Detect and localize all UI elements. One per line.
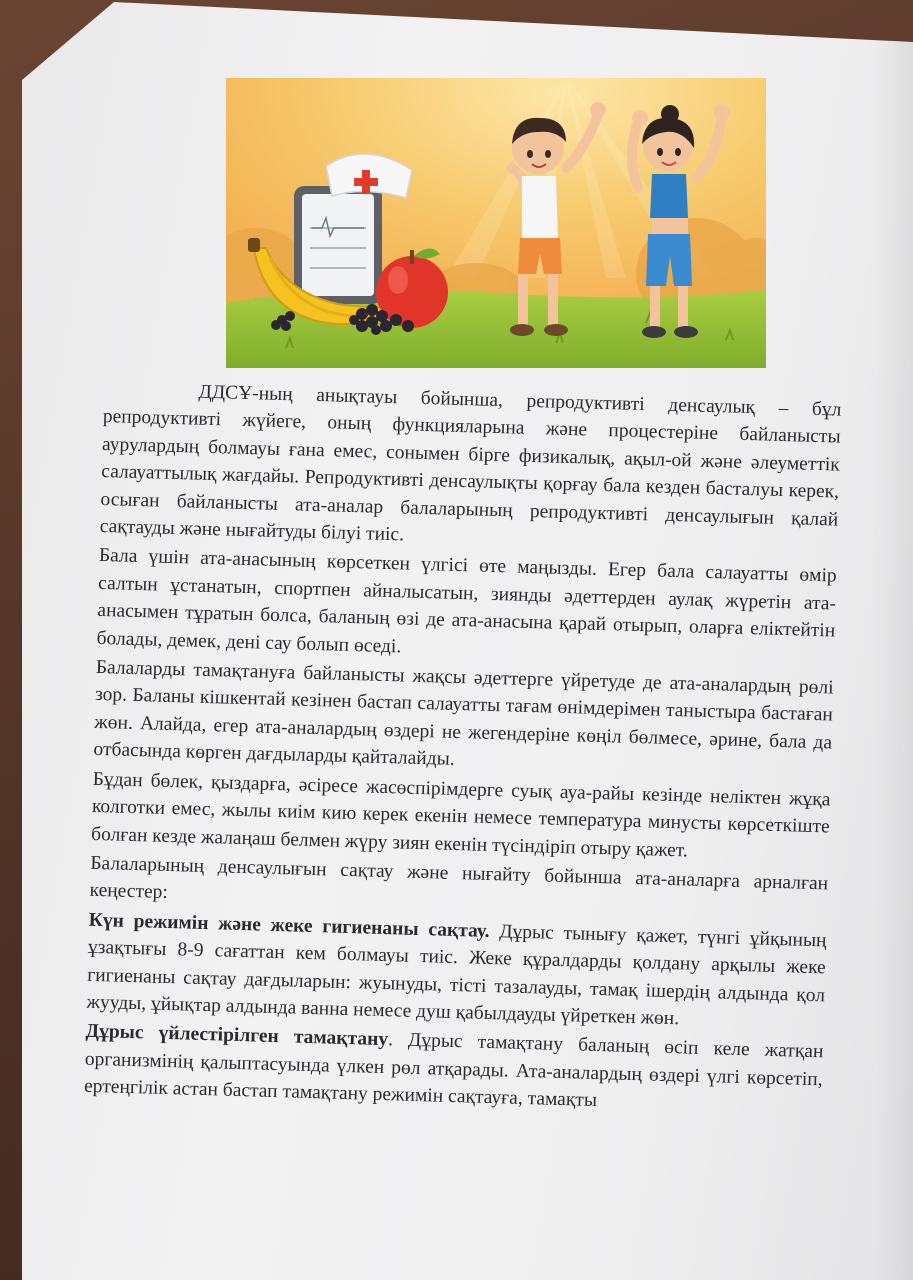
health-illustration [226,78,766,368]
page-shadow [873,2,913,1280]
paragraph-tips-intro: Балаларының денсаулығын сақтау және нығайту бойынша ата-аналарға арналған кеңестер: [89,852,829,904]
paragraph-definition: ДДСҰ-ның анықтауы бойынша, репродуктивті денсаулық – бұл репродуктивті жүйеге, оның функцияларына және процестеріне байланысты аурулардың болмауы ғана емес, сонымен бірге физикалық, ақыл-ой және әлеуметтік салауаттылық жағдайы. Репродуктивті денсаулықты қорғау бала кезден басталуы керек, осыған байланысты ата-аналар балаларының репродуктивті денсаулығын қалай сақтауды және нығайтуды білуі тиіс. [99,381,842,546]
tip-nutrition-text: . Дұрыс тамақтану баланың өсіп келе жатқан организмінің қалыптасуында үлкен рөл атқарады. Ата-аналардың өздері үлгі көрсетіп, ертеңгілік астан бастап тамақтану режимін сақтауға, тамақты [83,1029,824,1112]
clipboard-icon [294,186,382,304]
tip-hygiene [86,907,827,1037]
paragraph-parent-example: Бала үшін ата-анасының көрсеткен үлгісі өте маңызды. Егер бала салауатты өмір салтын ұстанатын, спортпен айналысатын, зиянды әдеттерден аулақ жүретін ата-анасымен тұратын болса, баланың өзі де ата-анасына қарай отырып, оларға еліктейтін болады, демек, дені сау болып өседі. [96,545,837,658]
article-body [84,376,842,1123]
tip-hygiene-text: Дұрыс тынығу қажет, түнгі ұйқының ұзақтығы 8-9 сағаттан кем болмауы тиіс. Жеке құралдарды қолдану арқылы жеке гигиенаны сақтау дағдыларын: жуынуды, тісті тазалауды, тамақ ішердің алдында қол жууды, ұйықтар алдында ванна немесе душ қабылдауды үйреткен жөн. [86,920,827,1030]
tip-hygiene-title: Күн режимін және жеке гигиенаны сақтау. [88,909,490,942]
paragraph-nutrition-habits: Балаларды тамақтануға байланысты жақсы әдеттерге үйретуде де ата-аналардың рөлі зор. Баланы кішкентай кезінен бастап салауатты тағам өнімдерімен таныстыра бастаған жөн. Алайда, егер ата-аналардың өздері не жегендеріне көңіл бөлмесе, әрине, бала да отбасында көрген дағдыларды қайталайды. [93,656,834,771]
tip-nutrition-title: Дұрыс үйлестірілген тамақтану [85,1021,389,1051]
paragraph-clothing: Бұдан бөлек, қыздарға, әсіресе жасөспірімдерге суық ауа-райы кезінде неліктен жұқа колготки емес, жылы киім кию керек екенін немесе температура минусты көрсеткіште болған кезде жалаңаш белмен жүру зиян екенін түсіндіріп отыру қажет. [90,768,831,861]
